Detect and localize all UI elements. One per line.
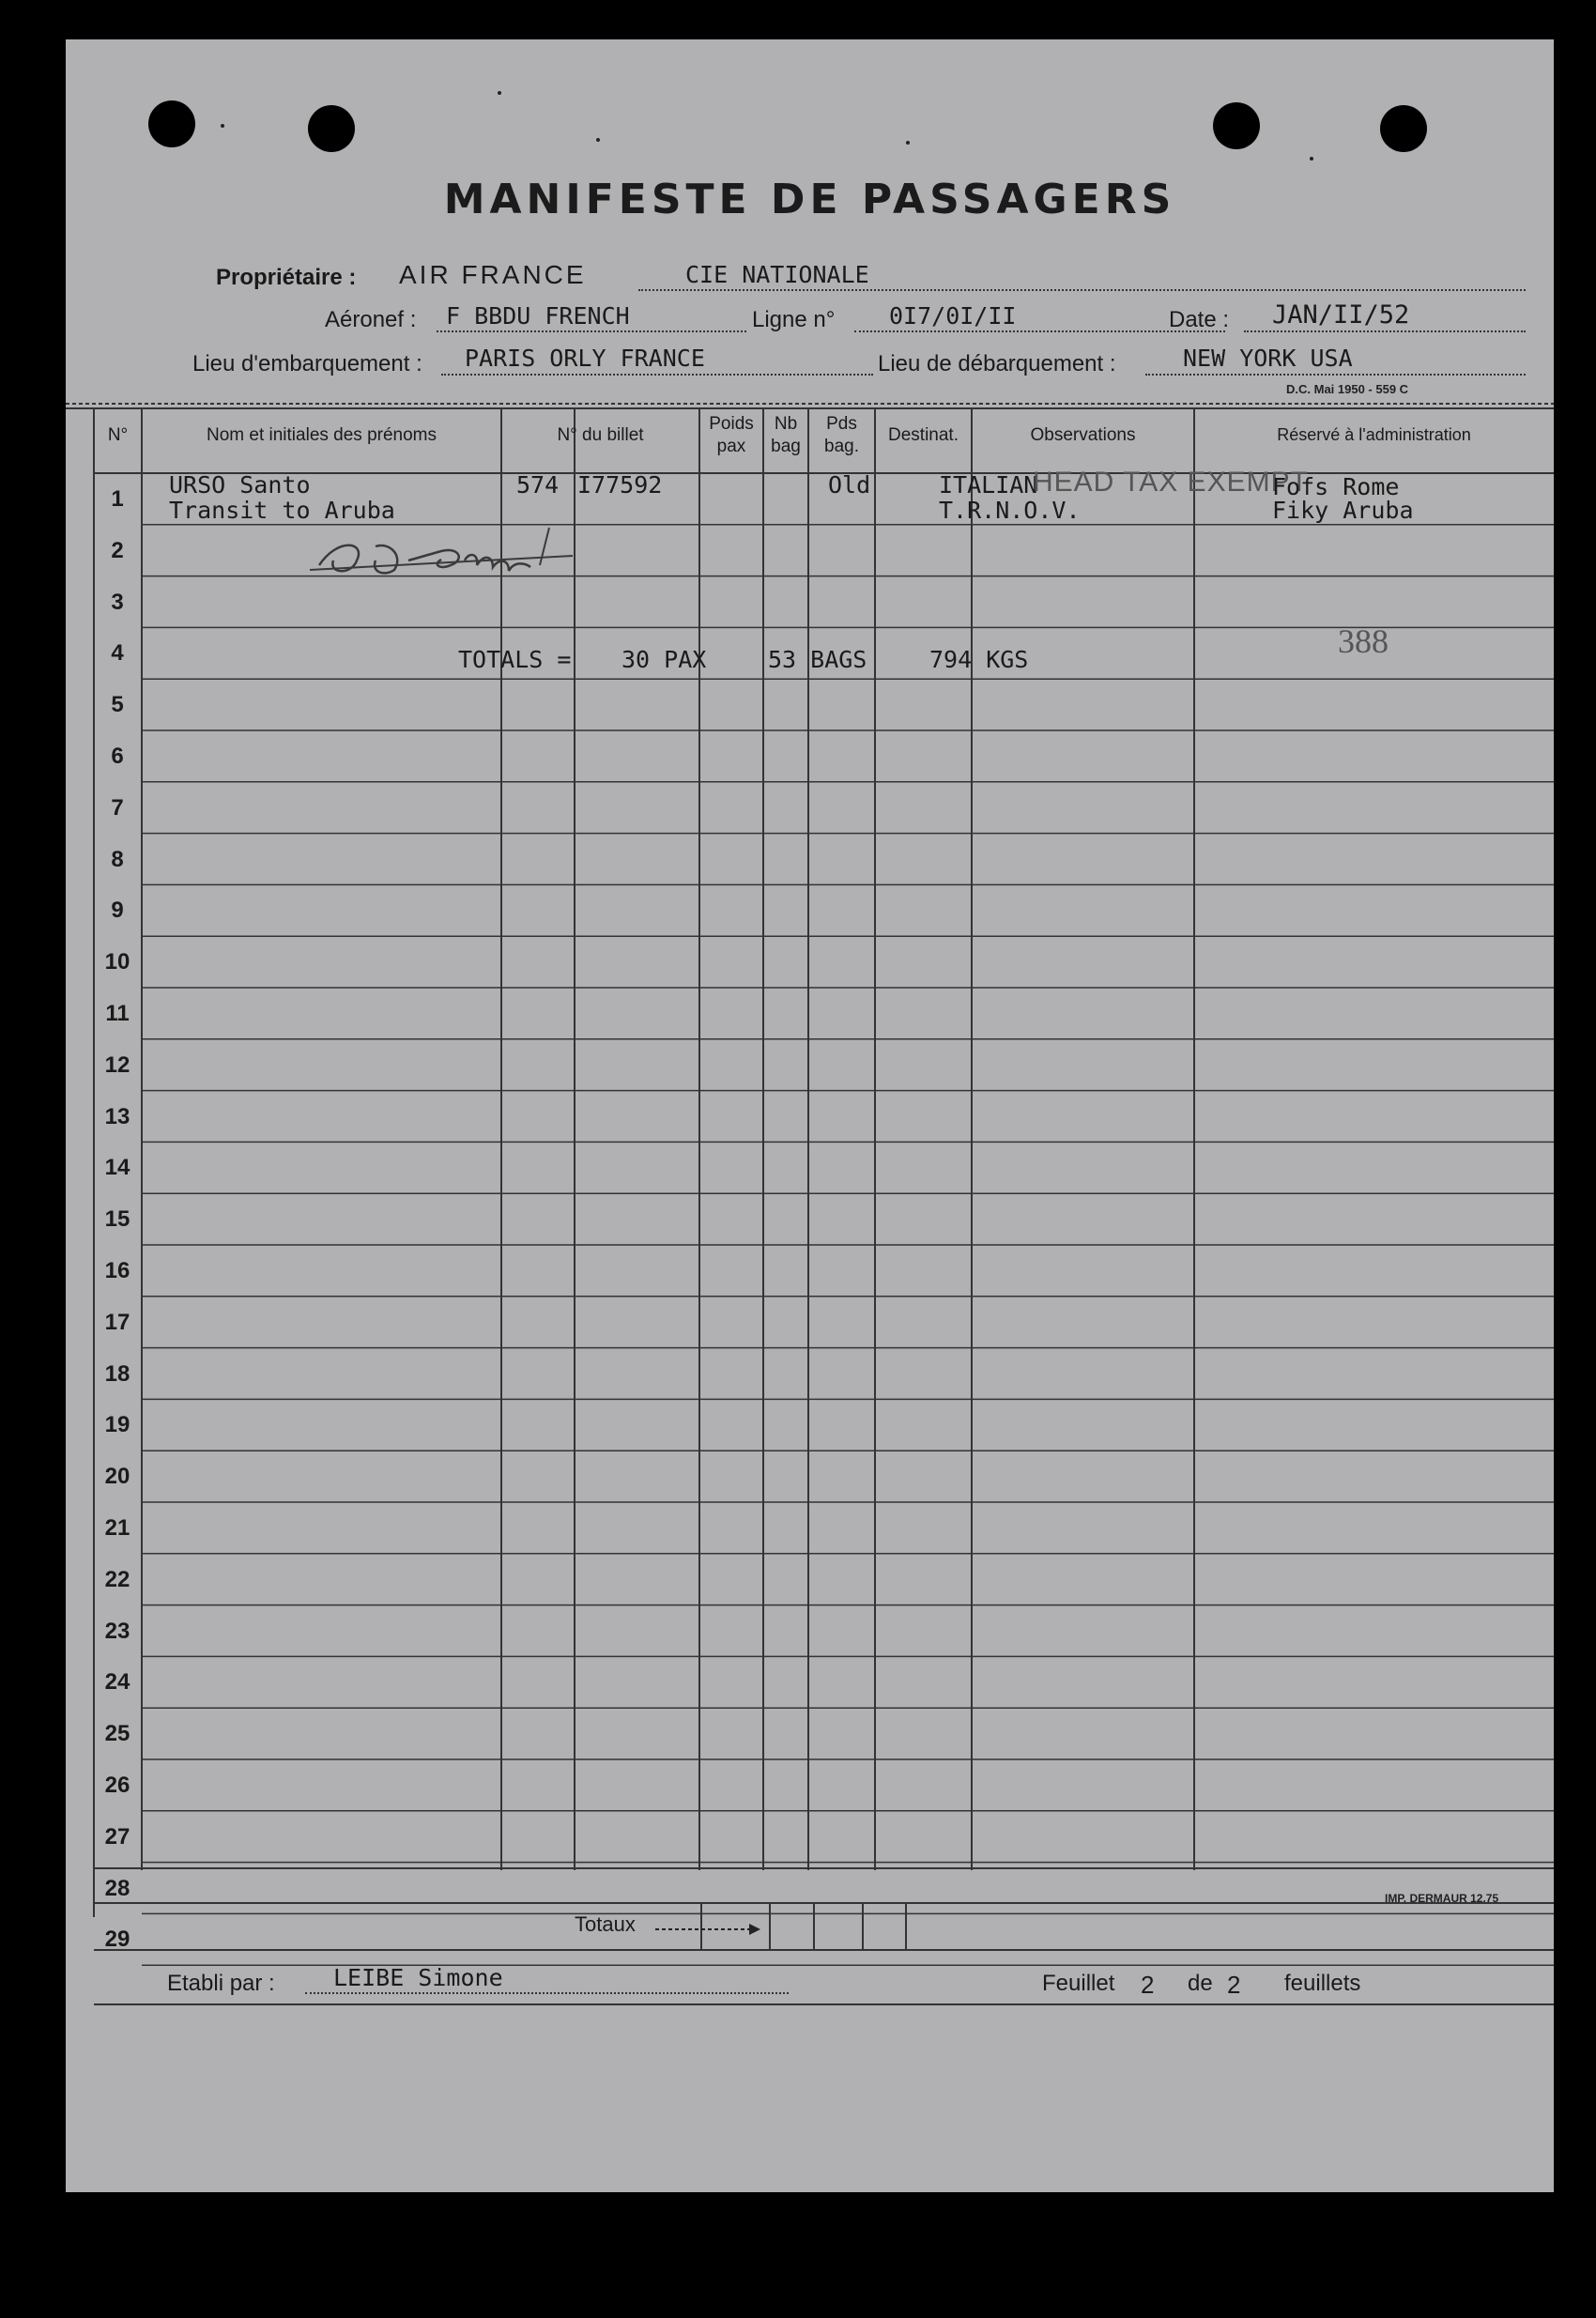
row-number: 14 (104, 1155, 130, 1181)
proprietaire-value-2: CIE NATIONALE (685, 261, 869, 288)
row1-admin-2: Fiky Aruba (1272, 497, 1414, 524)
row-number: 22 (104, 1566, 130, 1592)
header-admin: Réservé à l'administration (1277, 425, 1471, 444)
aeronef-label: Aéronef : (325, 307, 417, 332)
row-number: 26 (104, 1773, 130, 1798)
row-number: 12 (104, 1052, 130, 1078)
row-number: 16 (104, 1258, 130, 1283)
etabli-value: LEIBE Simone (333, 1964, 503, 1991)
ligne-label: Ligne n° (752, 307, 836, 332)
debarquement-value: NEW YORK USA (1183, 345, 1353, 372)
header-nb-2: bag (771, 437, 801, 456)
row-number: 19 (104, 1412, 130, 1438)
totals-label: TOTALS = (458, 646, 572, 673)
proprietaire-label: Propriétaire : (216, 265, 357, 290)
header-pds-1: Pds (826, 414, 857, 434)
row-number: 4 (111, 640, 124, 667)
row-number: 24 (104, 1669, 130, 1696)
date-value: JAN/II/52 (1272, 300, 1410, 330)
header-name: Nom et initiales des prénoms (207, 425, 437, 445)
date-label: Date : (1169, 307, 1230, 332)
row-number: 27 (104, 1823, 130, 1850)
admin-number: 388 (1338, 622, 1389, 660)
row1-ticket: I77592 (577, 471, 663, 499)
manifest-grid (66, 39, 1554, 2192)
row1-note: Transit to Aruba (169, 497, 395, 524)
row-number: 28 (104, 1875, 130, 1901)
header-poids-2: pax (716, 437, 746, 456)
row-number: 3 (111, 589, 124, 615)
row-number: 8 (111, 846, 124, 872)
row-number: 25 (104, 1721, 130, 1747)
proprietaire-value: AIR FRANCE (399, 260, 587, 289)
header-obs: Observations (1030, 425, 1136, 445)
header-dest: Destinat. (888, 425, 959, 445)
printer-mark: IMP. DERMAUR 12.75 (1385, 1892, 1499, 1905)
totals-pax: 30 PAX (622, 646, 707, 673)
row1-bag: Old (828, 471, 871, 499)
row-number: 17 (104, 1309, 130, 1335)
row-number: 18 (104, 1360, 130, 1387)
row1-ticket-prefix: 574 (516, 471, 560, 499)
de-label: de (1188, 1971, 1213, 1996)
row-number: 7 (111, 794, 124, 821)
row-number: 20 (104, 1464, 130, 1490)
header-num: N° (107, 425, 129, 445)
page-title: MANIFESTE DE PASSAGERS (443, 176, 1176, 223)
row1-dest-2: T.R.N.O.V. (939, 497, 1081, 524)
totaux-arrow (655, 1920, 768, 1939)
row-number: 6 (111, 744, 124, 769)
manifest-sheet (66, 39, 1554, 2192)
row-number: 11 (105, 1001, 130, 1026)
row1-name: URSO Santo (169, 471, 311, 499)
row-number: 29 (104, 1927, 130, 1953)
header-nb-1: Nb (774, 414, 798, 434)
handwritten-signature (300, 518, 610, 584)
row-number: 21 (104, 1515, 130, 1541)
feuillet-total: 2 (1227, 1971, 1241, 1999)
head-tax-exempt-stamp: HEAD TAX EXEMPT (1033, 467, 1309, 498)
row-number: 2 (111, 537, 124, 563)
header-ticket: N° du billet (557, 425, 644, 445)
row-number: 1 (111, 486, 124, 512)
feuillet-label: Feuillet (1042, 1971, 1115, 1996)
embarquement-label: Lieu d'embarquement : (192, 351, 422, 376)
row-number: 10 (104, 949, 130, 975)
row-number: 13 (104, 1103, 130, 1129)
row-number: 5 (111, 692, 124, 718)
ligne-value: 0I7/0I/II (889, 302, 1017, 330)
form-code: D.C. Mai 1950 - 559 C (1286, 382, 1409, 396)
aeronef-value: F BBDU FRENCH (446, 302, 630, 330)
header-poids-1: Poids (709, 414, 754, 434)
row1-admin: Fofs Rome (1272, 473, 1400, 500)
row1-dest: ITALIAN (939, 471, 1038, 499)
etabli-label: Etabli par : (167, 1971, 275, 1996)
etabli-line (305, 1992, 789, 1994)
row-number: 23 (104, 1618, 130, 1644)
embarquement-value: PARIS ORLY FRANCE (465, 345, 705, 372)
row-number: 9 (111, 898, 124, 924)
header-pds-2: bag. (824, 437, 859, 456)
debarquement-label: Lieu de débarquement : (878, 351, 1116, 376)
feuillets-label: feuillets (1284, 1971, 1361, 1996)
totals-kgs: 794 KGS (929, 646, 1029, 673)
totaux-label: Totaux (575, 1912, 636, 1936)
feuillet-num: 2 (1141, 1971, 1155, 1999)
row-number: 15 (104, 1206, 130, 1233)
totals-bags: 53 BAGS (768, 646, 867, 673)
